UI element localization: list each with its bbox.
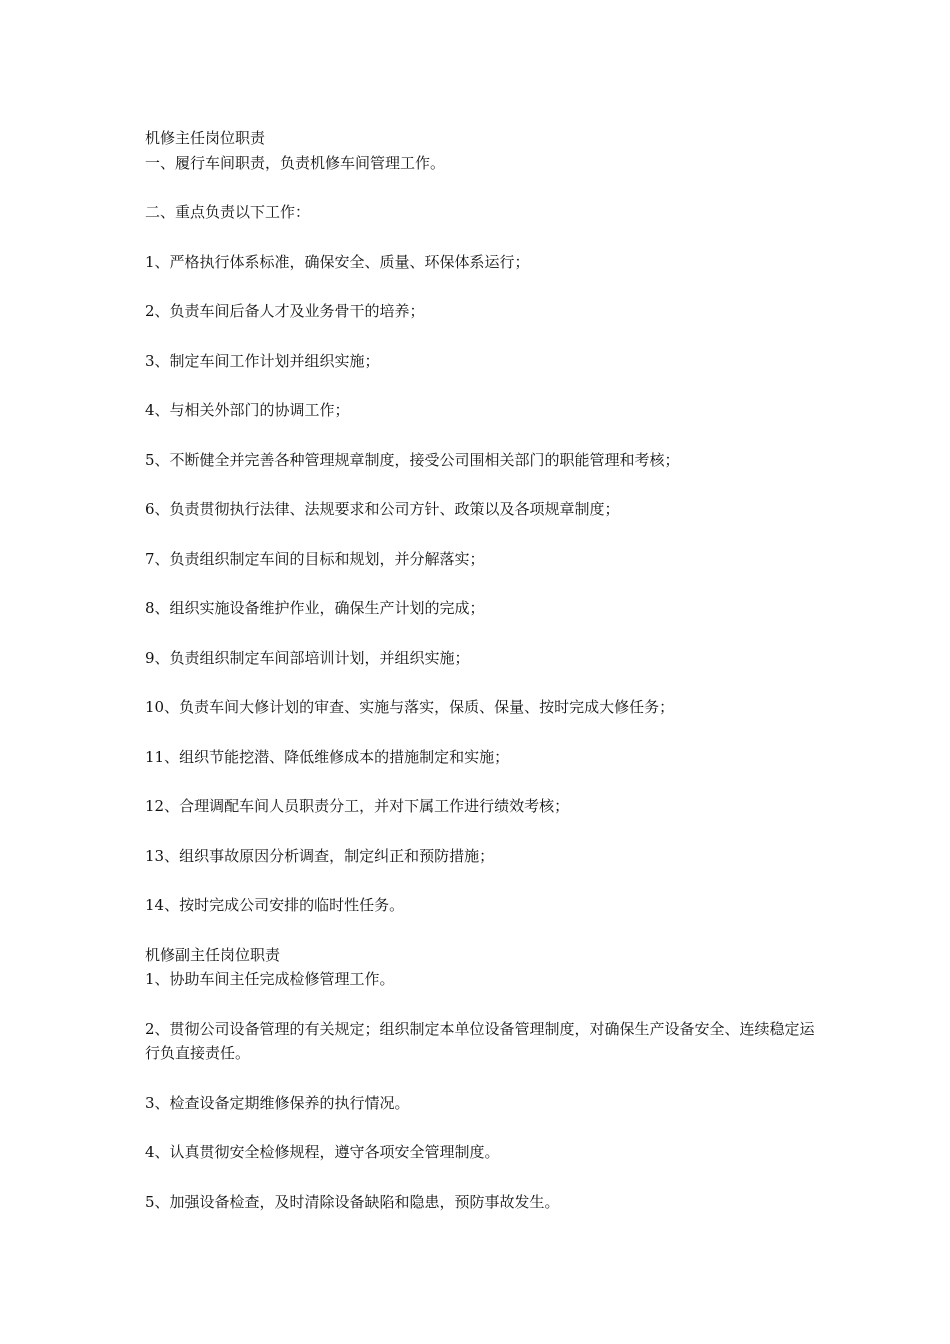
- section1-item: 11、组织节能挖潜、降低维修成本的措施制定和实施；: [145, 747, 510, 766]
- section1-item: 3、制定车间工作计划并组织实施；: [145, 351, 380, 370]
- section1-item: 4、与相关外部门的协调工作；: [145, 401, 350, 419]
- section2-title: 机修副主任岗位职责: [145, 945, 281, 964]
- section1-item: 12、合理调配车间人员职责分工，并对下属工作进行绩效考核；: [145, 797, 570, 815]
- section1-title: 机修主任岗位职责: [145, 129, 266, 147]
- section1-item: 9、负责组织制定车间部培训计划，并组织实施；: [145, 648, 470, 667]
- section2-item: 1、协助车间主任完成检修管理工作。: [145, 970, 395, 988]
- section1-item: 6、负责贯彻执行法律、法规要求和公司方针、政策以及各项规章制度；: [145, 500, 620, 518]
- document-body: [145, 126, 825, 1214]
- section1-item: 7、负责组织制定车间的目标和规划，并分解落实；: [145, 549, 485, 568]
- section1-item: 1、严格执行体系标准，确保安全、质量、环保体系运行；: [145, 252, 530, 271]
- section1-item: 8、组织实施设备维护作业，确保生产计划的完成；: [145, 599, 485, 617]
- section2-item: 3、检查设备定期维修保养的执行情况。: [145, 1093, 410, 1112]
- section1-intro: 一、履行车间职责，负责机修车间管理工作。: [145, 153, 446, 172]
- section1-item: 13、组织事故原因分析调查，制定纠正和预防措施；: [145, 846, 495, 865]
- section2-item: 5、加强设备检查，及时清除设备缺陷和隐患，预防事故发生。: [145, 1192, 560, 1211]
- section2-item: 4、认真贯彻安全检修规程，遵守各项安全管理制度。: [145, 1143, 500, 1161]
- section2-item: 2、贯彻公司设备管理的有关规定；组织制定本单位设备管理制度，对确保生产设备安全、连续稳定运行负直接责任。: [145, 1019, 815, 1062]
- section1-item: 5、不断健全并完善各种管理规章制度，接受公司围相关部门的职能管理和考核；: [145, 450, 680, 469]
- section1-item: 14、按时完成公司安排的临时性任务。: [145, 896, 405, 914]
- section1-subheading: 二、重点负责以下工作：: [145, 203, 311, 221]
- section1-item: 10、负责车间大修计划的审查、实施与落实，保质、保量、按时完成大修任务；: [145, 698, 675, 716]
- section1-item: 2、负责车间后备人才及业务骨干的培养；: [145, 302, 425, 320]
